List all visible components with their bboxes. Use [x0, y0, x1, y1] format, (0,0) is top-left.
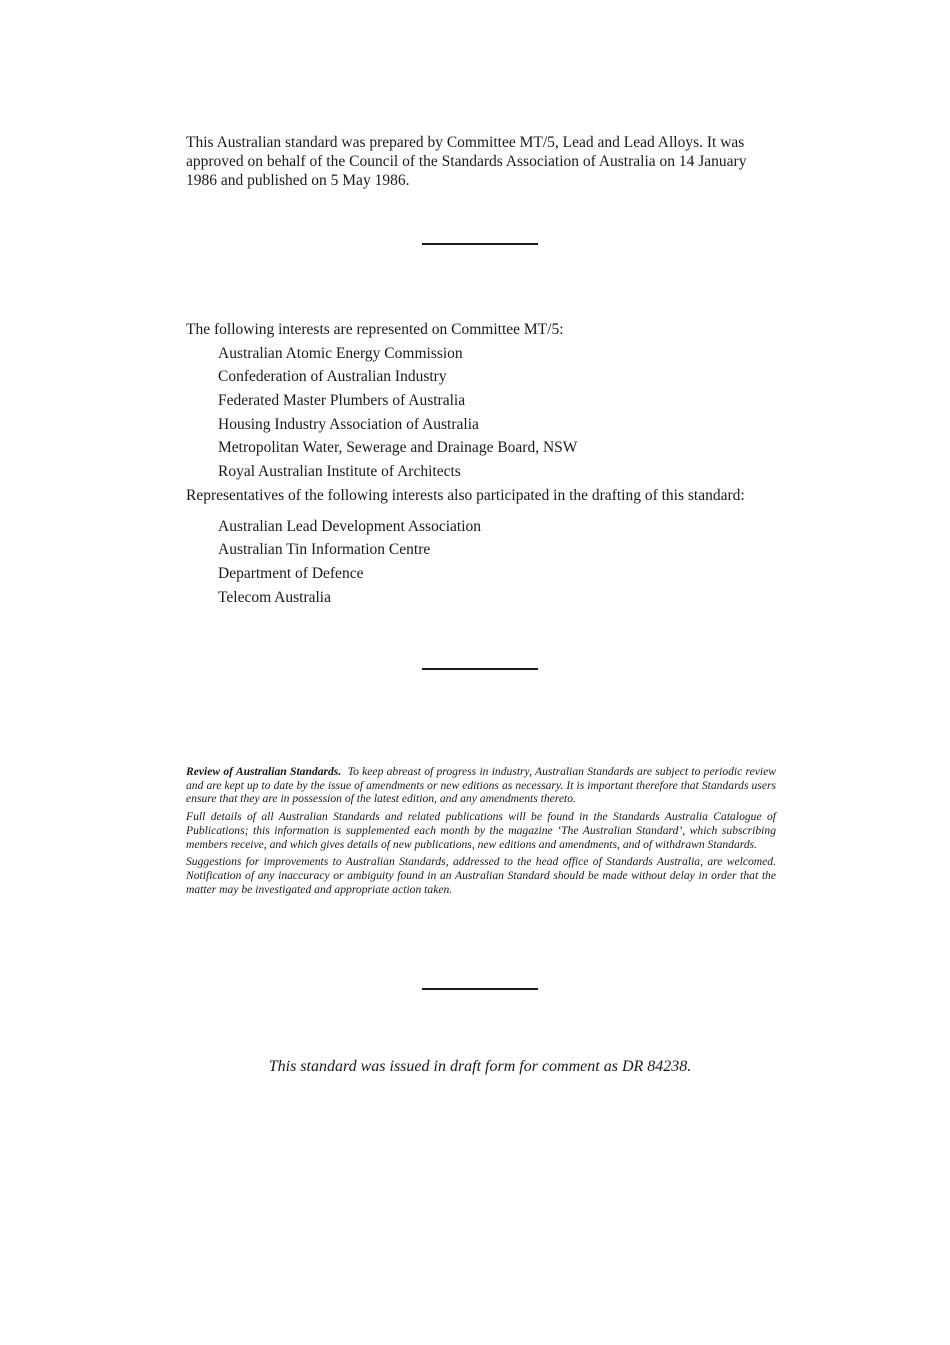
participant-item: Telecom Australia: [218, 588, 331, 606]
participant-item: Department of Defence: [218, 564, 364, 582]
committee-member: Australian Atomic Energy Commission: [218, 344, 463, 362]
review-text-1: To keep abreast of progress in industry, Australian Standards are subject to periodic review and are kept up to date by the issue of amendments or new editions as necessary. It is important therefore that Standards users ensure that they are in possession of the latest edition, and any amendments thereto.: [186, 765, 776, 806]
participants-intro: Representatives of the following interests also participated in the drafting of this standard:: [186, 486, 745, 504]
committee-member: Federated Master Plumbers of Australia: [218, 392, 466, 410]
divider-rule-1: [422, 243, 538, 245]
review-heading: Review of Australian Standards.: [186, 765, 342, 778]
draft-note: This standard was issued in draft form for comment as DR 84238.: [268, 1058, 692, 1075]
committee-member: Royal Australian Institute of Architects: [218, 463, 461, 481]
review-notice: [186, 765, 776, 900]
divider-rule-3: [422, 988, 538, 990]
committee-member: Housing Industry Association of Australia: [218, 415, 479, 433]
review-paragraph-3: Suggestions for improvements to Australian Standards, addressed to the head office of Standards Australia, are welcomed. Notification of any inaccuracy or ambiguity found in an Australian Standard should be made without delay in order that the matter may be investigated and appropriate action taken.: [186, 855, 776, 896]
approval-paragraph: This Australian standard was prepared by Committee MT/5, Lead and Lead Alloys. It was approved on behalf of the Council of the Standards Association of Australia on 14 January 1986 and published on 5 May 1986.: [186, 134, 747, 189]
committee-member: Metropolitan Water, Sewerage and Drainage Board, NSW: [218, 439, 578, 457]
review-paragraph-1: [186, 765, 776, 806]
participant-item: Australian Tin Information Centre: [218, 541, 431, 559]
divider-rule-2: [422, 668, 538, 670]
committee-section: [186, 318, 776, 609]
committee-member: Confederation of Australian Industry: [218, 368, 447, 386]
committee-intro: The following interests are represented on Committee MT/5:: [186, 321, 564, 338]
participant-item: Australian Lead Development Association: [218, 517, 482, 535]
review-paragraph-2: Full details of all Australian Standards and related publications will be found in the Standards Australia Catalogue of Publications; this information is supplemented each month by the magazine ‘The Australian Standard’, which subscribing members receive, and which gives details of new publications, new editions and amendments, and of withdrawn Standards.: [186, 810, 776, 851]
